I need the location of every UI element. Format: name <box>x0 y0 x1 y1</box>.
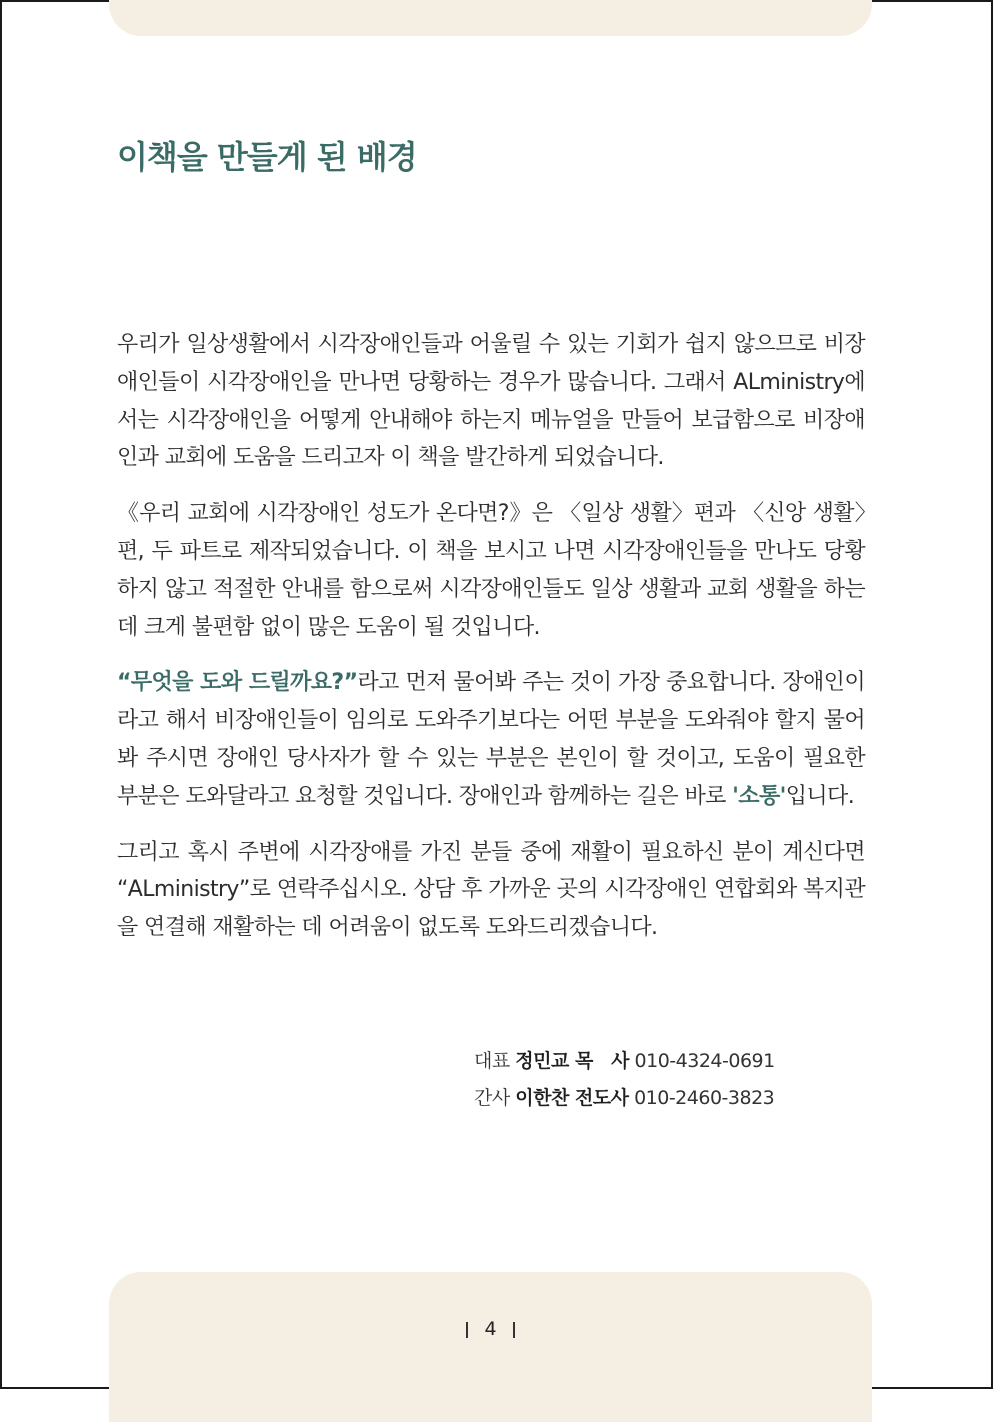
page-title: 이책을 만들게 된 배경 <box>117 138 417 176</box>
contact-role: 간사 <box>474 1087 510 1109</box>
page-number <box>0 1318 981 1340</box>
contact-phone: 010-2460-3823 <box>634 1087 775 1109</box>
paragraph-text: 그리고 혹시 주변에 시각장애를 가진 분들 중에 재활이 필요하신 분이 계신다면 “ALministry”로 연락주십시오. 상담 후 가까운 곳의 시각장애인 연합회와 복지관을 연결해 재활하는 데 어려움이 없도록 도와드리겠습니다. <box>117 839 865 941</box>
contact-phone: 010-4324-0691 <box>634 1050 775 1072</box>
highlighted-quote: “무엇을 도와 드릴까요?” <box>117 670 358 696</box>
contact-block <box>474 1043 775 1117</box>
divider-left <box>466 1322 468 1338</box>
highlighted-keyword: '소통' <box>732 783 786 809</box>
contact-name: 이한찬 전도사 <box>515 1087 629 1109</box>
page-number-value: 4 <box>484 1318 497 1340</box>
paragraph-1 <box>117 326 865 477</box>
contact-name: 정민교 목 사 <box>515 1050 629 1072</box>
body-text <box>117 326 865 965</box>
contact-role: 대표 <box>474 1050 510 1072</box>
header-band <box>109 0 872 36</box>
paragraph-3 <box>117 664 865 815</box>
paragraph-text: 라고 먼저 물어봐 주는 것이 가장 중요합니다. 장애인이라고 해서 비장애인들이 임의로 도와주기보다는 어떤 부분을 도와줘야 할지 물어봐 주시면 장애인 당사자가 할 수 있는 부분은 본인이 할 것이고, 도움이 필요한 부분은 도와달라고 요청할 것입니다. 장애인과 함께하는 길은 바로 <box>117 670 865 809</box>
footer-band <box>109 1272 872 1422</box>
contact-line-representative <box>474 1043 775 1080</box>
paragraph-4 <box>117 834 865 947</box>
paragraph-text: 《우리 교회에 시각장애인 성도가 온다면?》은 〈일상 생활〉편과 〈신앙 생활〉편, 두 파트로 제작되었습니다. 이 책을 보시고 나면 시각장애인들을 만나도 당황하지 않고 적절한 안내를 함으로써 시각장애인들도 일상 생활과 교회 생활을 하는데 크게 불편함 없이 많은 도움이 될 것입니다. <box>117 501 865 640</box>
divider-right <box>513 1322 515 1338</box>
paragraph-text: 입니다. <box>785 783 855 809</box>
paragraph-text: 우리가 일상생활에서 시각장애인들과 어울릴 수 있는 기회가 쉽지 않으므로 비장애인들이 시각장애인을 만나면 당황하는 경우가 많습니다. 그래서 ALministry에서는 시각장애인을 어떻게 안내해야 하는지 메뉴얼을 만들어 보급함으로 비장애인과 교회에 도움을 드리고자 이 책을 발간하게 되었습니다. <box>117 332 865 471</box>
contact-line-secretary <box>474 1080 775 1117</box>
paragraph-2 <box>117 495 865 646</box>
